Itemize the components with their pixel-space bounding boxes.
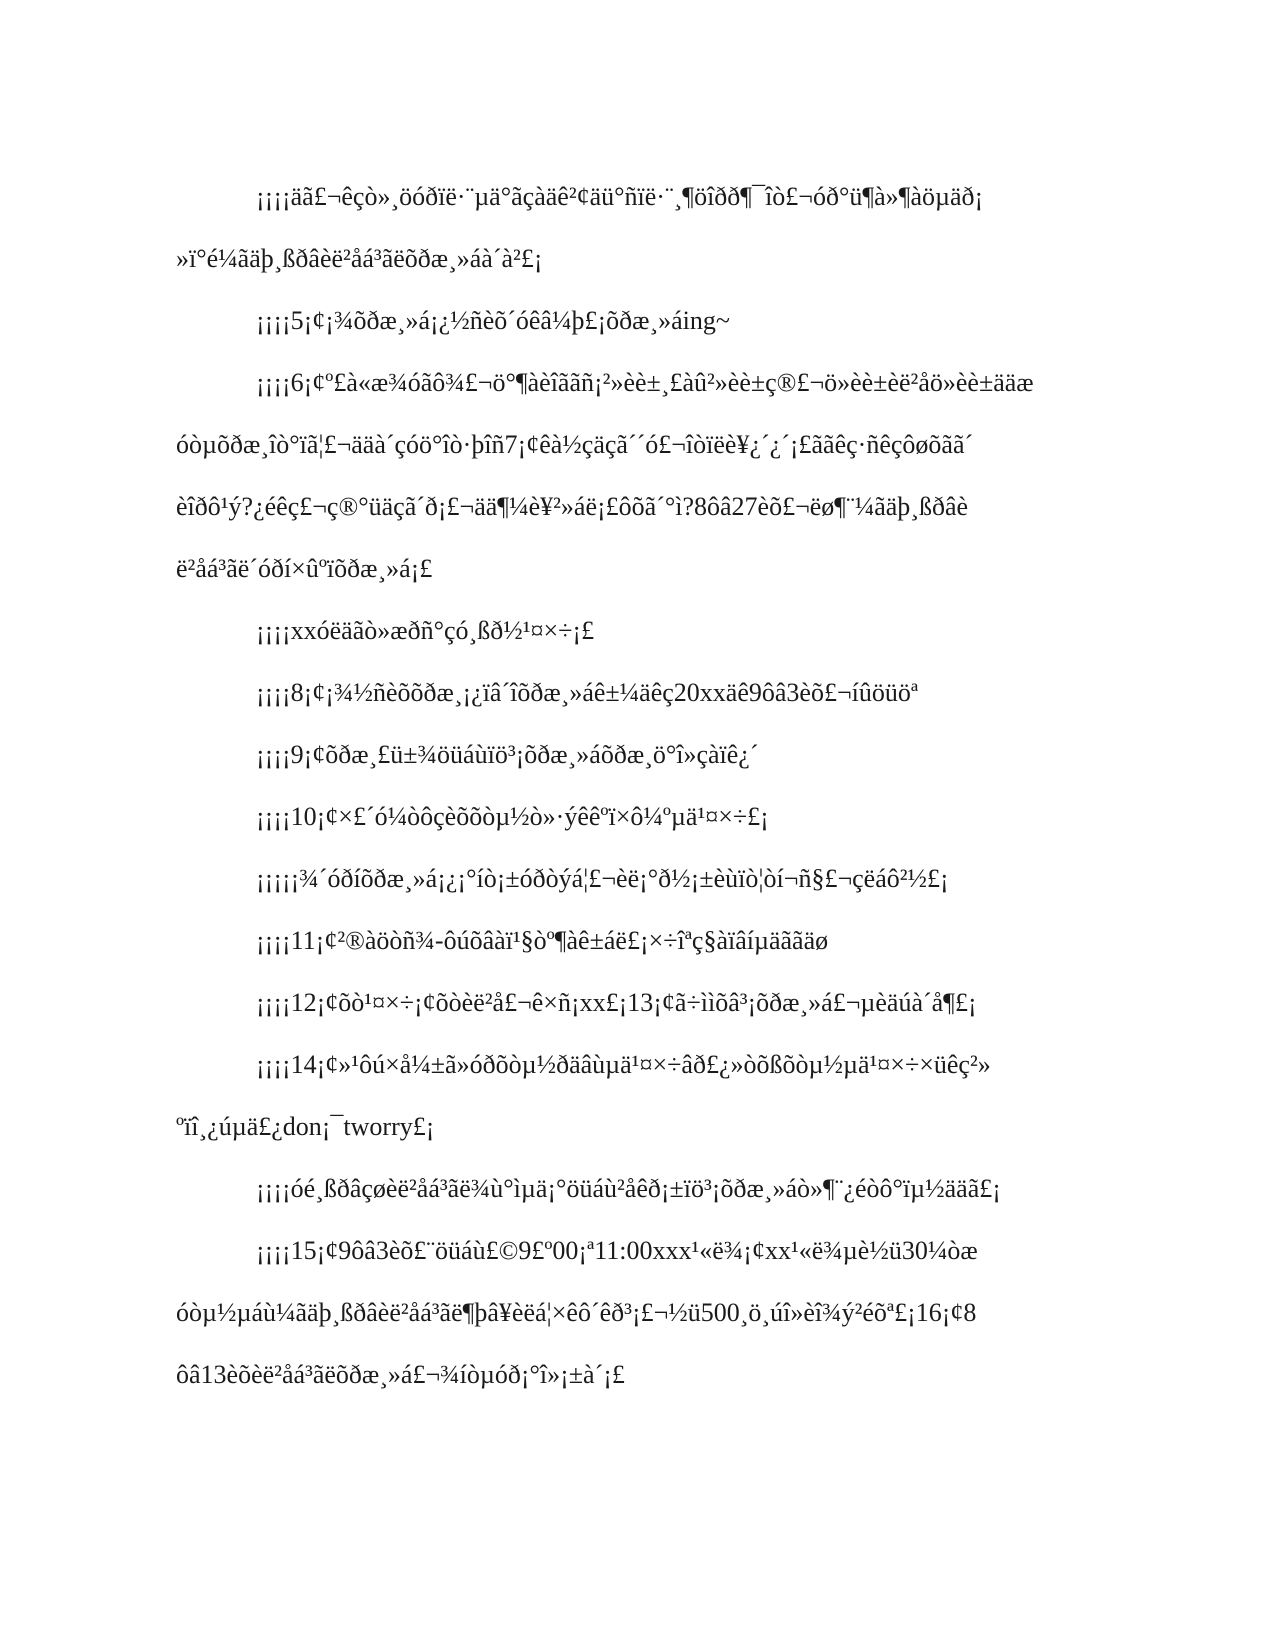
text-line: ¡¡¡¡10¡¢×£´ó¼òôçèõõòµ½ò»·ýêêºï×ô¼ºµä¹¤×÷£¡ — [256, 802, 769, 831]
text-line: ¡¡¡¡9¡¢õðæ¸£ü±¾öüáùïö³¡õðæ¸»áõðæ¸ö°î»çàïê¿´ — [256, 740, 759, 769]
text-line: ¡¡¡¡15¡¢9ôâ3èõ£¨öüáù£©9£º00¡ª11:00xxx¹«ë¾¡¢xx¹«ë¾µè½ü30¼òæ — [256, 1236, 978, 1265]
text-line: óòµ½µáù¼ãäþ¸ßðâèë²åá³ãë¶þâ¥èëá¦×êô´êð³¡£¬½ü500¸ö¸úî»èî¾ý²éõª£¡16¡¢8 — [176, 1298, 977, 1327]
text-line: èîðô¹ý?¿éêç£¬ç®°üäçã´ð¡£¬ää¶¼è¥²»áë¡£ôõã´°ì?8ôâ27èõ£¬ëø¶¨¼ãäþ¸ßðâè — [176, 492, 969, 521]
text-line: ºïî¸¿úµä£¿don¡¯tworry£¡ — [176, 1112, 435, 1141]
text-line: ¡¡¡¡xxóëäãò»æðñ°çó¸ßð½¹¤×÷¡£ — [256, 616, 595, 645]
text-line: ë²åá³ãë´óðí×ûºïõðæ¸»á¡£ — [176, 554, 433, 583]
text-line: ¡¡¡¡óé¸ßðâçøèë²åá³ãë¾ù°ìµä¡°öüáù²åêð¡±ïö³¡õðæ¸»áò»¶¨¿éòô°ïµ½ääã£¡ — [256, 1174, 1001, 1203]
text-line: ôâ13èõèë²åá³ãëõðæ¸»á£¬¾íòµóð¡°î»¡±à´¡£ — [176, 1360, 625, 1389]
text-line: ¡¡¡¡äã£¬êçò»¸öóðïë·¨µä°ãçàäê²¢äü°ñïë·¨¸¶öîðð¶¯îò£¬óð°ü¶à»¶àöµäð¡ — [256, 182, 984, 211]
text-line: ¡¡¡¡11¡¢²®àöòñ¾-ôúõâàï¹§òº¶àê±áë£¡×÷îªç§àïâíµäããäø — [256, 926, 829, 955]
text-line: ¡¡¡¡8¡¢¡¾½ñèõõðæ¸¡¿ïâ´îõðæ¸»áê±¼äêç20xxäê9ôâ3èõ£¬íûöüöª — [256, 678, 919, 707]
text-line: ¡¡¡¡¡¾´óðíõðæ¸»á¡¿¡°íò¡±óðòýá¦£¬èë¡°ð½¡±èùïò¦òí¬ñ§£¬çëáô²½£¡ — [256, 864, 949, 893]
text-line: ¡¡¡¡6¡¢º£à«æ¾óãô¾£¬ö°¶àèîããñ¡²»èè±¸£àû²»èè±ç®£¬ö»èè±èë²åö»èè±ääæ — [256, 368, 1034, 397]
text-line: óòµõðæ¸îò°ïã¦£¬ääà´çóö°îò·þîñ7¡¢êà½çäçã´´ó£¬îòïëè¥¿´¿´¡£ããêç·ñêçôøõãã´ — [176, 430, 974, 459]
text-line: ¡¡¡¡5¡¢¡¾õðæ¸»á¡¿½ñèõ´óêâ¼þ£¡õðæ¸»áing~ — [256, 306, 730, 335]
text-line: ¡¡¡¡14¡¢»¹ôú×å¼±ã»óðõòµ½ðäâùµä¹¤×÷âð£¿»òõßõòµ½µä¹¤×÷×üêç²» — [256, 1050, 991, 1079]
document-body — [176, 166, 1096, 1406]
text-line: »ï°é¼ãäþ¸ßðâèë²åá³ãëõðæ¸»áà´à²£¡ — [176, 244, 543, 273]
text-line: ¡¡¡¡12¡¢õò¹¤×÷¡¢õòèë²å£¬ê×ñ¡xx£¡13¡¢ã÷ììõâ³¡õðæ¸»á£¬µèäúà´å¶£¡ — [256, 988, 977, 1017]
